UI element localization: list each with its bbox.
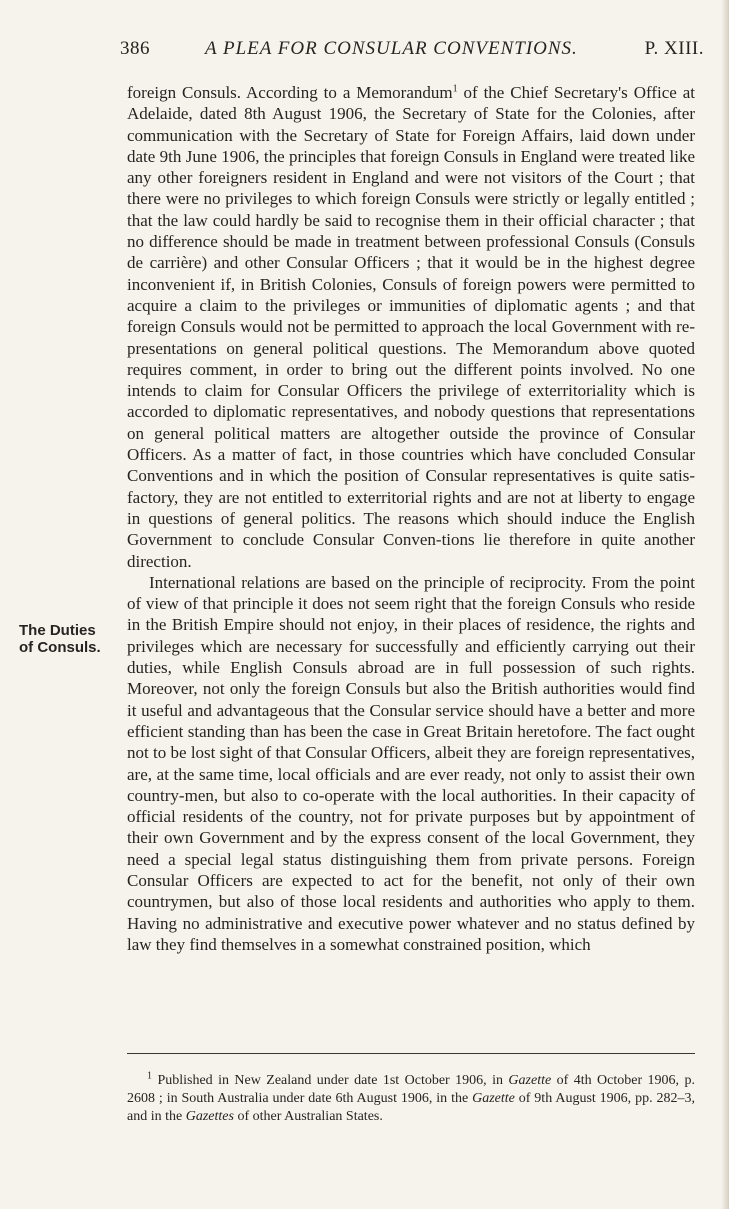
footnote-gazette-2: Gazette: [472, 1091, 515, 1106]
page-edge-shadow: [721, 0, 729, 1209]
footnote-text: [127, 1072, 695, 1126]
footnote-part-1: Published in New Zealand under date 1st October 1906, in: [157, 1073, 509, 1088]
footnote: [127, 1072, 695, 1126]
footnote-gazettes: Gazettes: [185, 1109, 234, 1124]
footnote-reference: 1: [452, 83, 458, 95]
paragraph-1-rest: of the Chief Secretary's Office at Adelaide, dated 8th August 1906, the Secretary of State for the Colonies, after communication with the Secretary of State for Foreign Affairs, laid down under date 9th June 1906, the principles that foreign Consuls in England were treated like any other foreigners resident in England and were not visitors of the Court ; that there were no privileges to which foreign Consuls were strictly or legally entitled ; that the law could hardly be said to recognise them in their official character ; that no difference should be made in treatment between professional Consuls (Consuls de carrière) and other Consular Officers ; that it would be in the highest degree inconvenient if, in British Colonies, Consuls of foreign powers were permitted to acquire a claim to the privileges or immunities of diplomatic agents ; and that foreign Consuls would not be permitted to approach the local Government with re-presentations on general political questions. The Memorandum above quoted requires comment, in order to bring out the different points involved. No one intends to claim for Consular Officers the privilege of exterritoriality which is accorded to diplomatic representatives, and nobody questions that representations on general political matters are altogether outside the province of Consular Officers. As a matter of fact, in those countries which have concluded Consular Conventions and in which the position of Consular representatives is quite satis-factory, they are not entitled to exterritorial rights and are not at liberty to engage in questions of general politics. The reasons which should induce the English Government to conclude Consular Conven-tions lie therefore in quite another direction.: [127, 83, 695, 571]
paragraph-2: International relations are based on the principle of reciprocity. From the point of view of that principle it does not seem right that the foreign Consuls who reside in the British Empire should not enjoy, in their places of residence, the rights and privileges which are necessary for successfully and efficiently carrying out their duties, while English Consuls abroad are in full possession of such rights. Moreover, not only the foreign Consuls but also the British authorities would find it useful and advantageous that the Consular service should have a better and more efficient standing than has been the case in Great Britain heretofore. The fact ought not to be lost sight of that Consular Officers, albeit they are foreign representatives, are, at the same time, local officials and are ever ready, not only to assist their own country-men, but also to co-operate with the local authorities. In their capacity of official residents of the country, not for private purposes but by appointment of their own Government and by the express consent of the local Government, they need a special legal status distinguishing them from private persons. Foreign Consular Officers are expected to act for the benefit, not only of their own countrymen, but also of those local residents and authorities who apply to them. Having no administrative and executive power whatever and no status defined by law they find themselves in a somewhat constrained position, which: [127, 572, 695, 954]
margin-note: [19, 622, 119, 656]
footnote-divider: [127, 1053, 695, 1054]
running-title: A PLEA FOR CONSULAR CONVENTIONS.: [205, 38, 578, 59]
main-text: [127, 82, 695, 955]
paragraph-1: [127, 82, 695, 572]
chapter-label: P. XIII.: [644, 38, 704, 59]
page-number: 386: [120, 38, 150, 59]
footnote-part-2: of 4th October 1906, p. 2608 ; in South Australia under date 6th August 1906, in the: [127, 1073, 695, 1106]
margin-note-line-2: of Consuls.: [19, 639, 101, 656]
footnote-gazette-1: Gazette: [508, 1073, 552, 1088]
footnote-mark: 1: [147, 1070, 152, 1082]
footnote-part-3: of 9th August 1906, pp. 282–3, and in the: [127, 1091, 695, 1124]
paragraph-1-start: foreign Consuls. According to a Memorandum: [127, 83, 453, 102]
footnote-part-4: of other Australian States.: [233, 1109, 383, 1124]
margin-note-line-1: The Duties: [19, 622, 96, 639]
